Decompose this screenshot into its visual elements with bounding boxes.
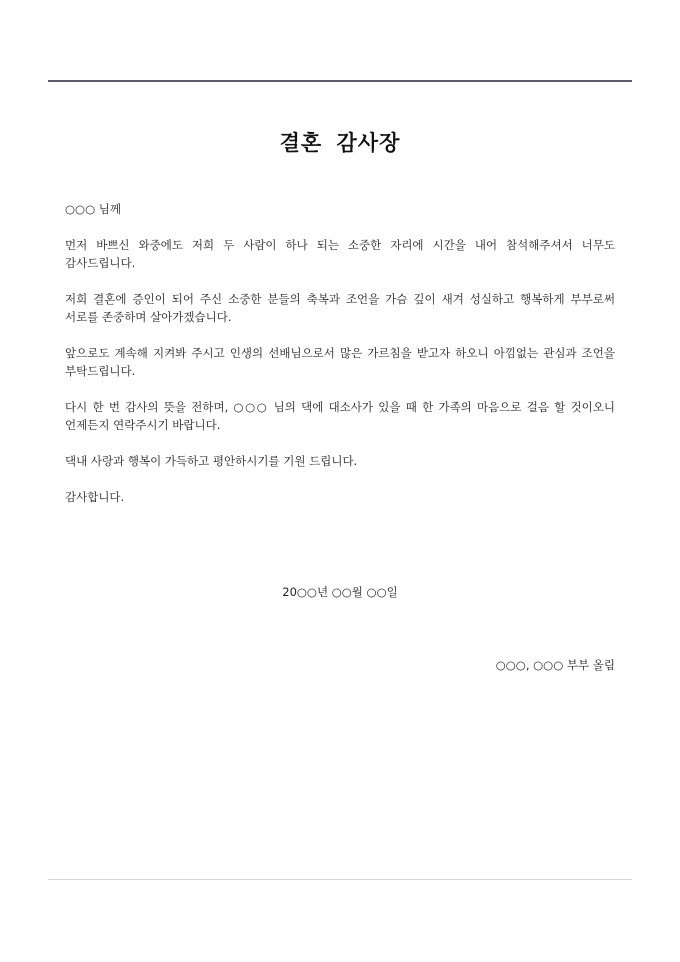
closing: 감사합니다.: [65, 490, 125, 504]
paragraph-4: 다시 한 번 감사의 뜻을 전하며, ○○○ 님의 댁에 대소사가 있을 때 한 가족의 마음으로 걸음 할 것이오니 언제든지 연락주시기 바랍니다.: [65, 400, 615, 432]
top-divider: [48, 80, 632, 82]
document-title: 결혼 감사장: [279, 131, 401, 155]
paragraph-3: 앞으로도 계속해 지켜봐 주시고 인생의 선배님으로서 많은 가르침을 받고자 하오니 아낌없는 관심과 조언을 부탁드립니다.: [65, 346, 615, 378]
bottom-divider: [48, 879, 632, 880]
paragraph-1: 먼저 바쁘신 와중에도 저희 두 사람이 하나 되는 소중한 자리에 시간을 내어 참석해주셔서 너무도 감사드립니다.: [65, 238, 615, 270]
salutation: ○○○ 님께: [65, 202, 121, 216]
paragraph-5: 댁내 사랑과 행복이 가득하고 평안하시기를 기원 드립니다.: [65, 454, 358, 468]
signature: ○○○, ○○○ 부부 올림: [495, 658, 615, 672]
paragraph-2: 저희 결혼에 증인이 되어 주신 소중한 분들의 축복과 조언을 가슴 깊이 새겨 성실하고 행복하게 부부로써 서로를 존중하며 살아가겠습니다.: [65, 292, 615, 324]
letter-body: [65, 200, 615, 524]
letter-date: 20○○년 ○○월 ○○일: [282, 585, 398, 599]
